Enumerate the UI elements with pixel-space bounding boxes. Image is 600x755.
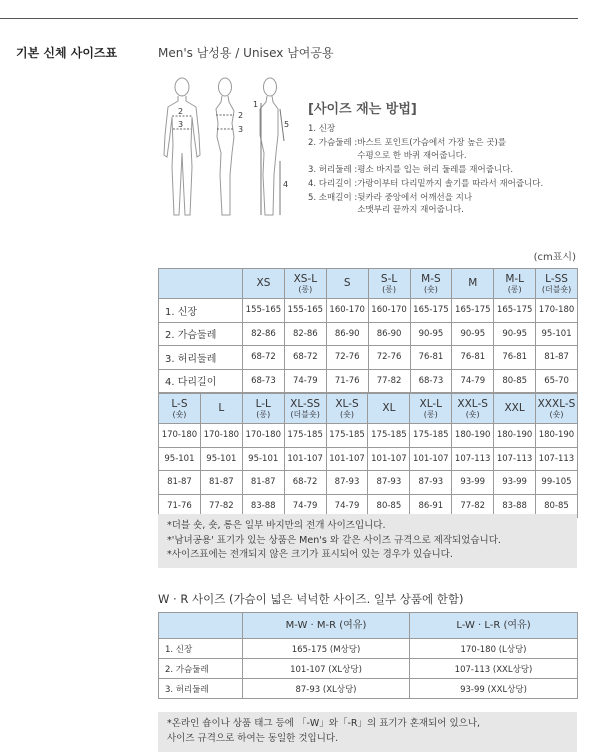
table-cell: 76-81 <box>410 346 452 370</box>
size-header-cell <box>326 269 368 299</box>
wr-header-cell: M-W · M-R (여유) <box>243 613 410 639</box>
table-cell: 74-79 <box>284 369 326 393</box>
table-cell: 71-76 <box>159 494 201 518</box>
table-row <box>159 322 578 346</box>
size-category-subtitle: Men's 남성용 / Unisex 남여공용 <box>158 46 334 60</box>
table-cell: 90-95 <box>452 322 494 346</box>
size-sublabel: (롱) <box>423 409 438 419</box>
side-body-figure <box>216 78 234 215</box>
table-cell: 82-86 <box>284 322 326 346</box>
size-label: XXL-S <box>457 397 488 410</box>
size-notes <box>158 514 577 568</box>
wr-header-row <box>159 613 578 639</box>
size-label: M-S <box>421 272 441 285</box>
back-sleeve-mark: 5 <box>284 120 290 129</box>
table-row <box>159 447 578 471</box>
note-line: 사이즈 규격으로 하여는 동일한 것입니다. <box>167 732 339 744</box>
guide-item-height: 1. 신장 <box>308 124 336 134</box>
side-waist-mark: 3 <box>238 125 244 134</box>
table-cell: 101-107 (XL상당) <box>243 659 410 679</box>
table-cell: 165-175 <box>410 299 452 323</box>
size-header-cell <box>368 269 410 299</box>
front-chest-mark: 2 <box>178 107 184 116</box>
wr-notes <box>158 712 577 752</box>
size-sublabel: (롱) <box>256 409 271 419</box>
table-cell: 86-90 <box>368 322 410 346</box>
size-label: XS <box>256 277 271 289</box>
table-row <box>159 369 578 393</box>
row-label: 2. 가슴둘레 <box>159 322 243 346</box>
table-cell: 68-72 <box>243 346 285 370</box>
row-label: 2. 가슴둘레 <box>159 659 243 679</box>
table-row <box>159 639 578 659</box>
table-cell: 80-85 <box>368 494 410 518</box>
size-header-cell <box>536 394 578 424</box>
size-label: XL <box>382 402 396 414</box>
row-label: 3. 허리둘레 <box>159 679 243 699</box>
table-cell: 68-72 <box>284 471 326 495</box>
table-cell: 74-79 <box>284 494 326 518</box>
table-cell: 165-175 (M상당) <box>243 639 410 659</box>
table-cell: 155-165 <box>284 299 326 323</box>
table-cell: 87-93 <box>410 471 452 495</box>
table-cell: 76-81 <box>452 346 494 370</box>
table-cell: 165-175 <box>452 299 494 323</box>
table-cell: 95-101 <box>200 447 242 471</box>
table-cell: 68-72 <box>284 346 326 370</box>
size-label: L-SS <box>545 272 568 285</box>
size-sublabel: (숏) <box>549 409 564 419</box>
size-label: XXXL-S <box>537 397 576 410</box>
size-label: L <box>218 402 225 414</box>
table-cell: 175-185 <box>284 424 326 448</box>
table-cell: 83-88 <box>242 494 284 518</box>
corner-cell <box>159 613 243 639</box>
table-cell: 101-107 <box>284 447 326 471</box>
measurement-guide <box>308 98 588 217</box>
size-label: XL-SS <box>290 397 321 410</box>
table-cell: 71-76 <box>326 369 368 393</box>
table-cell: 83-88 <box>494 494 536 518</box>
row-label: 1. 신장 <box>159 639 243 659</box>
size-label: M-L <box>505 272 525 285</box>
size-header-cell <box>368 394 410 424</box>
table-cell: 175-185 <box>368 424 410 448</box>
size-sublabel: (숏) <box>172 409 187 419</box>
table-cell: 80-85 <box>536 494 578 518</box>
row-label: 4. 다리길이 <box>159 369 243 393</box>
table-cell: 77-82 <box>452 494 494 518</box>
table-cell: 77-82 <box>368 369 410 393</box>
size-sublabel: (숏) <box>465 409 480 419</box>
table-cell: 95-101 <box>536 322 578 346</box>
table-cell: 175-185 <box>326 424 368 448</box>
wr-size-table <box>158 612 578 699</box>
size-table-part2 <box>158 393 578 518</box>
table-cell: 170-180 <box>242 424 284 448</box>
table-cell: 180-190 <box>452 424 494 448</box>
table-cell: 77-82 <box>200 494 242 518</box>
table-row <box>159 299 578 323</box>
size-header-cell <box>410 269 452 299</box>
table-cell: 170-180 (L상당) <box>410 639 578 659</box>
size-header-cell <box>284 394 326 424</box>
table-cell: 170-180 <box>536 299 578 323</box>
table-cell: 87-93 <box>326 471 368 495</box>
size-header-cell <box>242 394 284 424</box>
size-label: XS-L <box>293 272 318 285</box>
size-sublabel: (롱) <box>298 284 313 294</box>
table-cell: 65-70 <box>536 369 578 393</box>
size-header-cell <box>284 269 326 299</box>
corner-cell <box>159 269 243 299</box>
table-cell: 93-99 (XXL상당) <box>410 679 578 699</box>
table-row <box>159 471 578 495</box>
table-cell: 170-180 <box>200 424 242 448</box>
size-header-cell <box>536 269 578 299</box>
table-cell: 101-107 <box>410 447 452 471</box>
table-cell: 72-76 <box>368 346 410 370</box>
wr-size-title: W · R 사이즈 (가슴이 넓은 넉넉한 사이즈. 일부 상품에 한함) <box>158 592 464 606</box>
size-header-cell <box>452 269 494 299</box>
size-label: L-S <box>171 397 188 410</box>
table-cell: 87-93 <box>368 471 410 495</box>
table-cell: 165-175 <box>494 299 536 323</box>
size-label: XL-S <box>335 397 359 410</box>
table-cell: 93-99 <box>452 471 494 495</box>
row-label: 3. 허리둘레 <box>159 346 243 370</box>
table-cell: 81-87 <box>200 471 242 495</box>
guide-item-waist: 3. 허리둘레 : 평소 바지를 입는 허리 둘레를 재어줍니다. <box>308 164 514 175</box>
table-cell: 95-101 <box>159 447 201 471</box>
note-line: *'남녀공용' 표기가 있는 상품은 Men's 와 같은 사이즈 규격으로 제작되었습니다. <box>167 534 501 546</box>
table-cell: 93-99 <box>494 471 536 495</box>
table-cell: 175-185 <box>410 424 452 448</box>
table-cell: 81-87 <box>242 471 284 495</box>
table-cell: 101-107 <box>326 447 368 471</box>
table-cell: 180-190 <box>536 424 578 448</box>
size-header-cell <box>200 394 242 424</box>
table-cell: 107-113 <box>494 447 536 471</box>
note-line: *더블 숏, 숏, 롱은 일부 바지만의 전개 사이즈입니다. <box>167 520 386 531</box>
table-cell: 107-113 <box>536 447 578 471</box>
table-row <box>159 679 578 699</box>
table-row <box>159 659 578 679</box>
size-label: M <box>468 277 478 289</box>
note-line: *사이즈표에는 전개되지 않은 크기가 표시되어 있는 경우가 있습니다. <box>167 549 453 560</box>
table-cell: 90-95 <box>410 322 452 346</box>
table-cell: 87-93 (XL상당) <box>243 679 410 699</box>
measurement-guide-title: [사이즈 재는 방법] <box>308 102 417 117</box>
note-line: *온라인 숍이나 상품 태그 등에 「-W」와「-R」의 표기가 혼재되어 있으나, <box>167 718 481 729</box>
size-header-row <box>159 269 578 299</box>
size-header-cell <box>410 394 452 424</box>
body-measurement-illustration <box>160 75 310 225</box>
table-cell: 160-170 <box>326 299 368 323</box>
row-label: 1. 신장 <box>159 299 243 323</box>
table-cell: 72-76 <box>326 346 368 370</box>
guide-item-chest: 2. 가슴둘레 : 바스트 포인트(가슴에서 가장 높은 곳)를 수평으로 한 바퀴 재어줍니다. <box>308 138 507 161</box>
front-body-figure <box>164 78 200 215</box>
size-sublabel: (숏) <box>423 284 438 294</box>
table-cell: 82-86 <box>243 322 285 346</box>
size-label: S-L <box>380 272 398 285</box>
table-cell: 160-170 <box>368 299 410 323</box>
table-cell: 74-79 <box>452 369 494 393</box>
front-waist-mark: 3 <box>178 120 184 129</box>
size-sublabel: (숏) <box>340 409 354 419</box>
table-cell: 170-180 <box>159 424 201 448</box>
size-sublabel: (더블숏) <box>290 409 320 419</box>
size-header-cell <box>159 394 201 424</box>
size-header-row <box>159 394 578 424</box>
table-cell: 86-91 <box>410 494 452 518</box>
wr-header-cell: L-W · L-R (여유) <box>410 613 578 639</box>
table-cell: 107-113 <box>452 447 494 471</box>
back-body-figure <box>260 78 284 215</box>
table-cell: 95-101 <box>242 447 284 471</box>
table-cell: 80-85 <box>494 369 536 393</box>
size-header-cell <box>452 394 494 424</box>
size-table-part1 <box>158 268 578 393</box>
table-cell: 107-113 (XXL상당) <box>410 659 578 679</box>
size-label: XXL <box>504 402 525 414</box>
unit-label: (cm표시) <box>533 252 576 263</box>
size-sublabel: (롱) <box>382 284 397 294</box>
table-cell: 90-95 <box>494 322 536 346</box>
size-header-cell <box>494 269 536 299</box>
table-cell: 68-73 <box>410 369 452 393</box>
back-leg-mark: 4 <box>283 180 289 189</box>
table-cell: 81-87 <box>536 346 578 370</box>
guide-item-leg: 4. 다리길이 : 가랑이부터 다리밑까지 솔기를 따라서 재어줍니다. <box>308 178 544 189</box>
table-cell: 74-79 <box>326 494 368 518</box>
table-cell: 99-105 <box>536 471 578 495</box>
back-height-mark: 1 <box>253 100 259 109</box>
side-chest-mark: 2 <box>238 111 244 120</box>
guide-item-sleeve: 5. 소매길이 : 뒷카라 중앙에서 어깨선을 지나 소맷부리 끝까지 재어줍니다. <box>308 192 473 215</box>
page-title: 기본 신체 사이즈표 <box>16 46 118 60</box>
table-row <box>159 424 578 448</box>
table-row <box>159 346 578 370</box>
size-header-cell <box>326 394 368 424</box>
size-label: S <box>343 277 351 289</box>
table-cell: 101-107 <box>368 447 410 471</box>
size-label: XL-L <box>419 397 443 410</box>
size-header-cell <box>494 394 536 424</box>
table-cell: 86-90 <box>326 322 368 346</box>
table-cell: 76-81 <box>494 346 536 370</box>
table-cell: 81-87 <box>159 471 201 495</box>
table-cell: 155-165 <box>243 299 285 323</box>
size-header-cell <box>243 269 285 299</box>
size-sublabel: (롱) <box>507 284 522 294</box>
table-cell: 180-190 <box>494 424 536 448</box>
top-divider <box>0 18 578 19</box>
size-label: L-L <box>255 397 271 410</box>
table-cell: 68-73 <box>243 369 285 393</box>
size-sublabel: (더블숏) <box>541 284 572 294</box>
